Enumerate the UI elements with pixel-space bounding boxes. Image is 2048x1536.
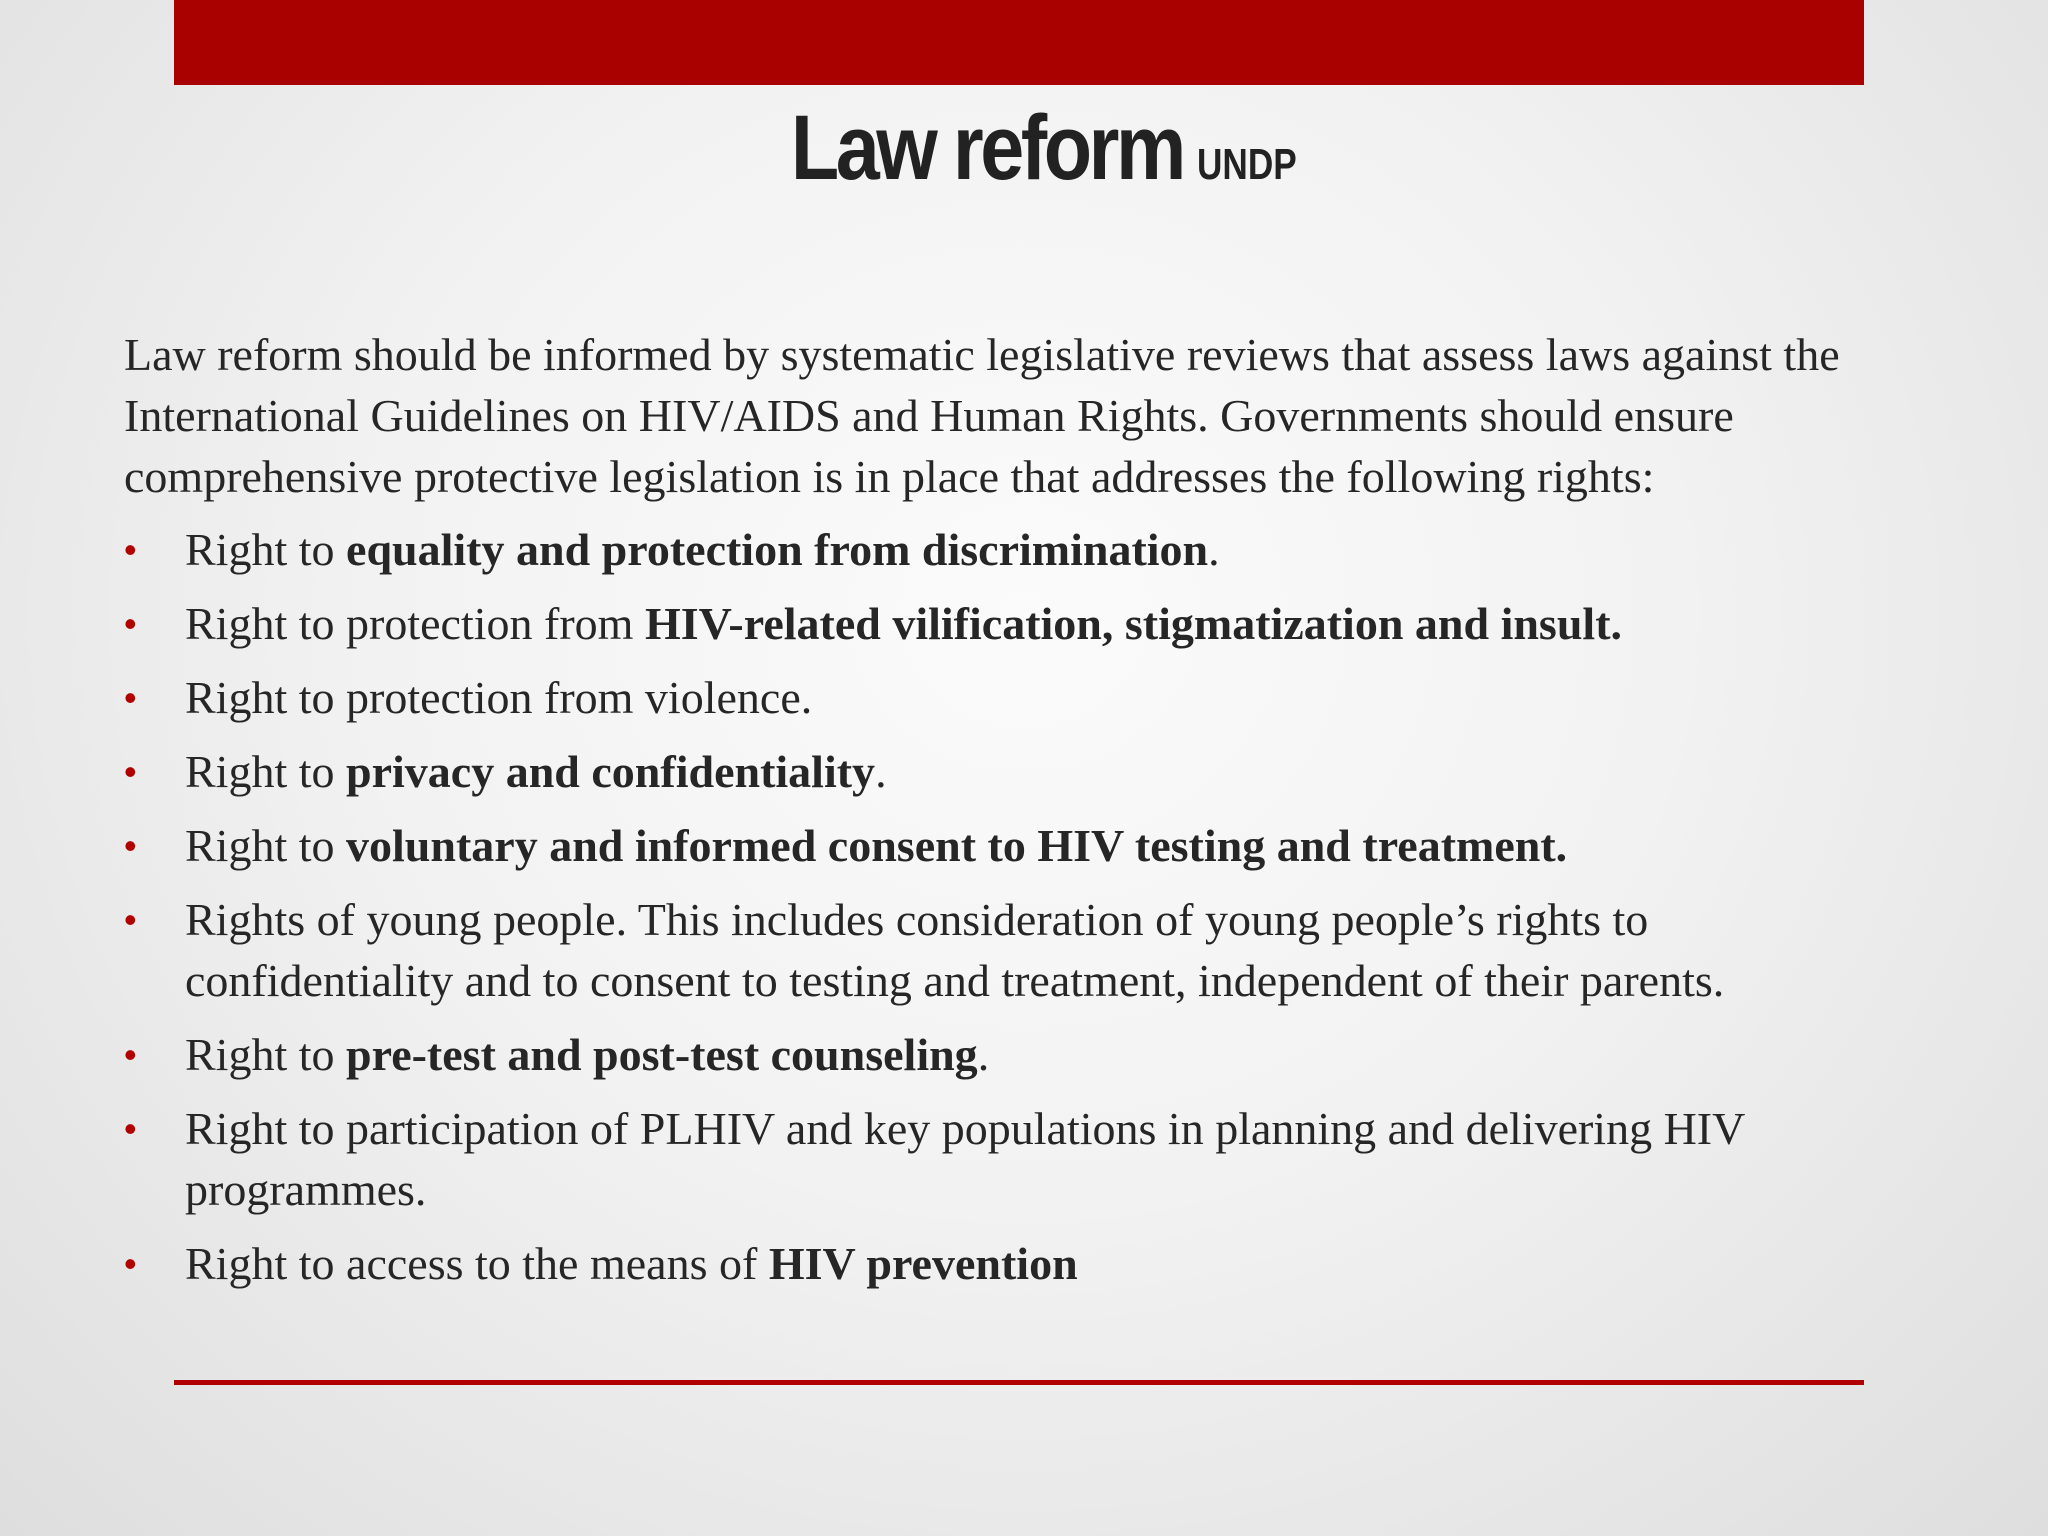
item-bold-text: pre-test and post-test counseling (346, 1029, 978, 1080)
item-bold-text: privacy and confidentiality (346, 746, 876, 797)
list-item (124, 667, 1924, 728)
item-suffix: . (875, 746, 887, 797)
title-main: Law reform (790, 97, 1183, 199)
slide-body (124, 324, 1924, 1307)
list-item (124, 815, 1924, 876)
bullet-icon: • (124, 1034, 137, 1075)
item-bold-text: equality and protection from discrimination (346, 524, 1209, 575)
item-bold-text: HIV prevention (768, 1238, 1078, 1289)
list-item (124, 741, 1924, 802)
list-item (124, 1233, 1924, 1294)
item-suffix: . (977, 1029, 990, 1080)
bullet-icon: • (124, 825, 137, 866)
top-accent-bar (174, 0, 1864, 85)
item-text: Right to access to the means of (185, 1238, 769, 1289)
list-item (124, 593, 1924, 654)
bullet-icon: • (124, 677, 137, 718)
bullet-icon: • (124, 751, 137, 792)
item-text: Right to protection from violence. (185, 672, 813, 723)
item-text: Right to protection from (185, 598, 645, 649)
item-suffix: . (1208, 524, 1220, 575)
intro-paragraph: Law reform should be informed by systematic legislative reviews that assess laws against the International Guidelines on HIV/AIDS and Human Rights. Governments should ensure comprehensive protective legislation is in place that addresses the following rights: (124, 329, 1840, 502)
list-item (124, 1024, 1924, 1085)
bullet-icon: • (124, 603, 137, 644)
item-text: Right to participation of PLHIV and key populations in planning and delivering HIV programmes. (185, 1103, 1745, 1215)
title-subtitle: UNDP (1196, 140, 1297, 189)
list-item (124, 1098, 1924, 1220)
list-item (124, 889, 1924, 1011)
bullet-icon: • (124, 1243, 137, 1284)
bullet-icon: • (124, 899, 137, 940)
item-text: Right to (185, 746, 347, 797)
item-bold-text: voluntary and informed consent to HIV testing and treatment. (346, 820, 1568, 871)
item-text: Right to (185, 820, 347, 871)
item-bold-text: HIV-related vilification, stigmatization and insult. (644, 598, 1623, 649)
slide-title (0, 96, 2048, 201)
item-text: Right to (185, 524, 347, 575)
rights-list (124, 519, 1924, 1294)
bullet-icon: • (124, 1108, 137, 1149)
list-item (124, 519, 1924, 580)
item-text: Right to (185, 1029, 347, 1080)
item-text: Rights of young people. This includes consideration of young people’s rights to confidentiality and to consent to testing and treatment, independent of their parents. (185, 894, 1725, 1006)
bullet-icon: • (124, 529, 137, 570)
bottom-divider (174, 1380, 1864, 1385)
